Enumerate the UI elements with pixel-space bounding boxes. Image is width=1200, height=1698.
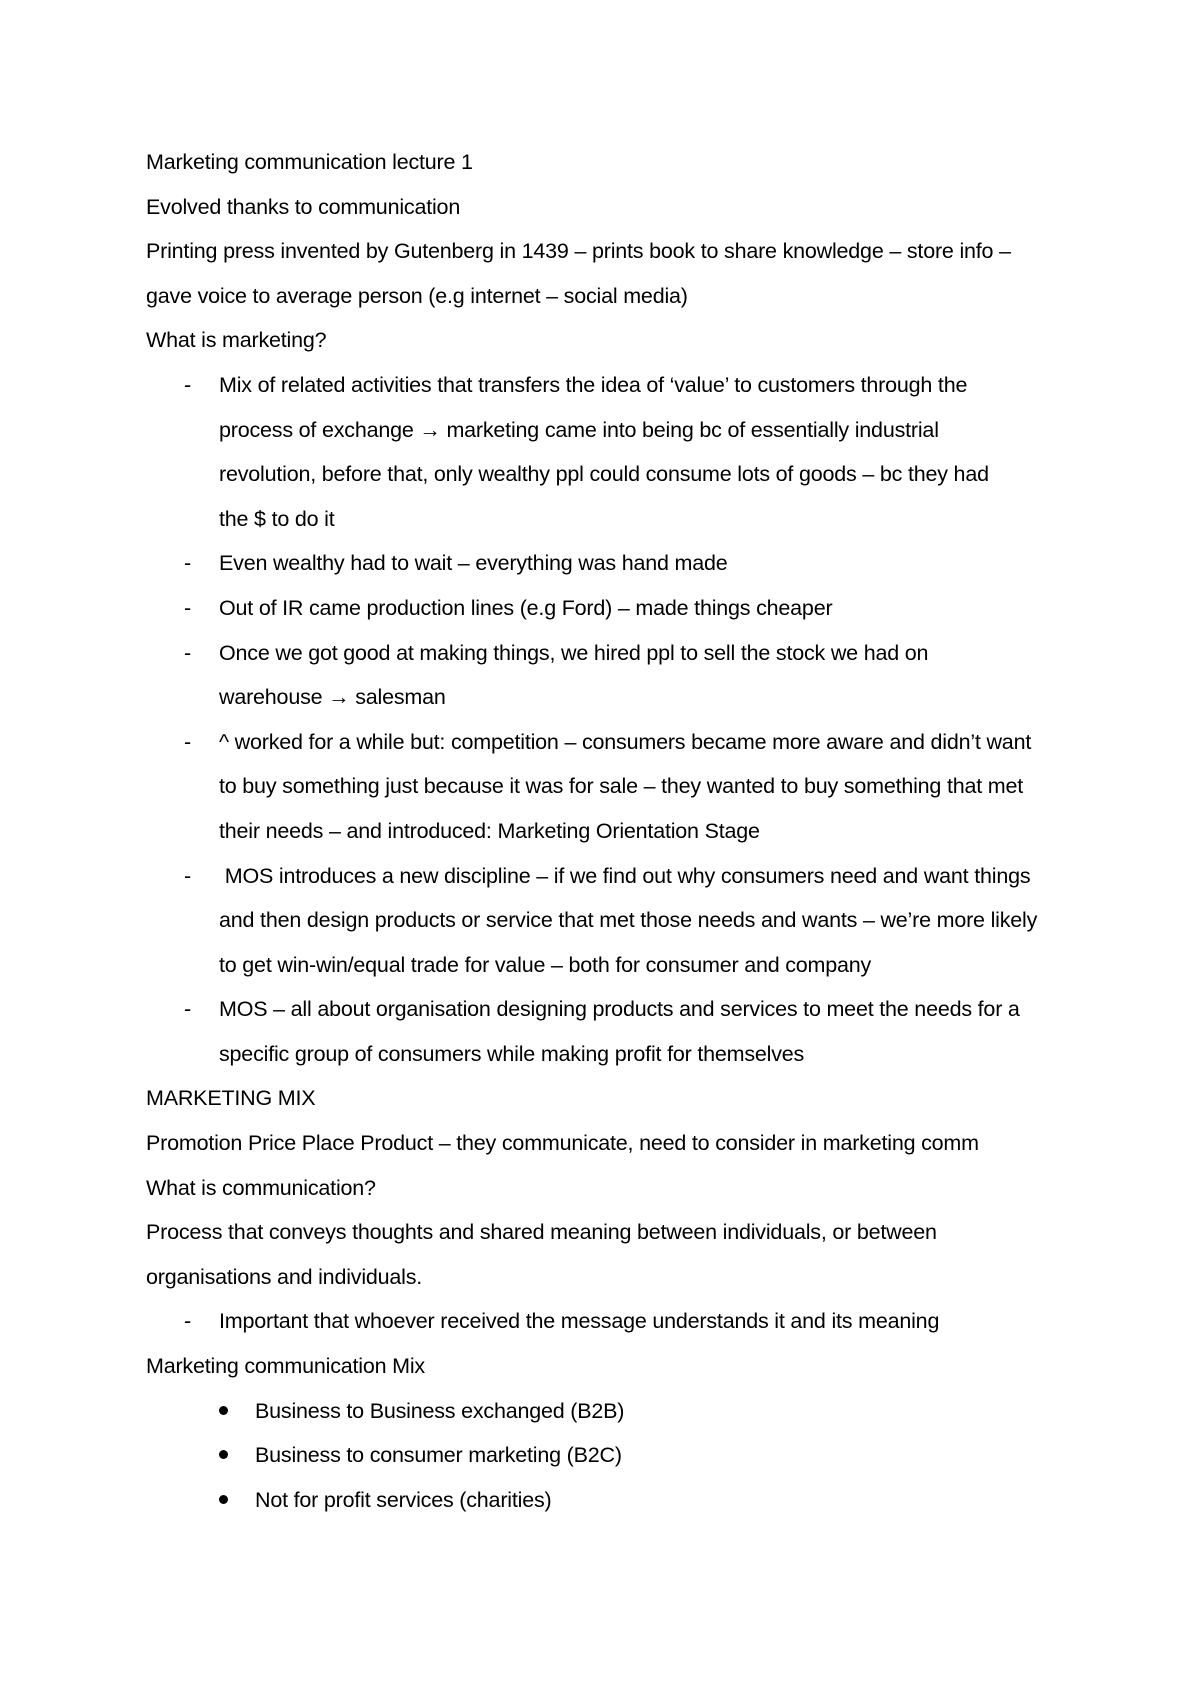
list-item <box>146 586 1066 631</box>
list-item-text: MOS introduces a new discipline – if we find out why consumers need and want things and then design products or service that met those needs and wants – we’re more likely to get win-win/equal trade for value – both for consumer and company <box>219 863 1043 977</box>
list-item-text: ^ worked for a while but: competition – consumers became more aware and didn’t want to buy something just because it was for sale – they wanted to buy something that met their needs – and introduced: Marketing Orientation Stage <box>219 729 1032 843</box>
list-item-text: MOS – all about organisation designing products and services to meet the needs for a specific group of consumers while making profit for themselves <box>219 997 1020 1066</box>
doc-title: Marketing communication lecture 1 <box>146 150 473 174</box>
list-item-text: Mix of related activities that transfers the idea of ‘value’ to customers through the process of exchange → marketing came into being bc of essentially industrial revolution, before that, only wealthy ppl could consume lots of goods – bc they had the $ to do it <box>219 372 989 531</box>
list-item <box>146 1433 1066 1478</box>
list-item <box>146 854 1066 988</box>
paragraph-evolved: Evolved thanks to communication <box>146 194 461 219</box>
list-item-text: Not for profit services (charities) <box>255 1487 552 1512</box>
heading-what-is-communication: What is communication? <box>146 1175 376 1200</box>
mix-bullet-list <box>146 1389 1066 1523</box>
paragraph-communication-definition <box>146 1210 1066 1299</box>
dash-marker: - <box>184 640 191 665</box>
list-item-text: Business to consumer marketing (B2C) <box>255 1443 622 1468</box>
list-item <box>146 987 1066 1076</box>
dash-marker: - <box>184 595 191 620</box>
list-item <box>146 363 1066 541</box>
dash-marker: - <box>184 729 191 754</box>
heading-marketing-mix: MARKETING MIX <box>146 1086 316 1111</box>
list-item <box>146 1299 1066 1344</box>
list-item <box>146 631 1066 720</box>
bullet-icon <box>219 1450 228 1459</box>
list-item <box>146 541 1066 586</box>
marketing-points-list <box>146 363 1066 1077</box>
document-body <box>146 140 1066 1522</box>
paragraph-printing-press <box>146 229 1066 318</box>
list-item-text: Business to Business exchanged (B2B) <box>255 1398 625 1423</box>
list-item-text: Important that whoever received the message understands it and its meaning <box>219 1309 940 1334</box>
dash-marker: - <box>184 863 191 888</box>
list-item <box>146 720 1066 854</box>
heading-what-is-marketing: What is marketing? <box>146 328 327 353</box>
list-item-text: Out of IR came production lines (e.g Ford) – made things cheaper <box>219 595 833 620</box>
dash-marker: - <box>184 372 191 397</box>
paragraph-printing-press-text: Printing press invented by Gutenberg in 1439 – prints book to share knowledge – store info – gave voice to average person (e.g internet – social media) <box>146 239 1011 308</box>
dash-marker: - <box>184 551 191 576</box>
paragraph-communication-definition-text: Process that conveys thoughts and shared meaning between individuals, or between organisations and individuals. <box>146 1220 937 1289</box>
bullet-icon <box>219 1495 228 1504</box>
bullet-icon <box>219 1406 228 1415</box>
list-item <box>146 1389 1066 1434</box>
dash-marker: - <box>184 997 191 1022</box>
heading-marketing-communication-mix: Marketing communication Mix <box>146 1354 425 1379</box>
list-item-text: Once we got good at making things, we hired ppl to sell the stock we had on warehouse → salesman <box>219 640 929 710</box>
list-item <box>146 1478 1066 1523</box>
dash-marker: - <box>184 1309 191 1334</box>
paragraph-promotion-price: Promotion Price Place Product – they communicate, need to consider in marketing comm <box>146 1131 979 1156</box>
list-item-text: Even wealthy had to wait – everything was hand made <box>219 551 728 576</box>
